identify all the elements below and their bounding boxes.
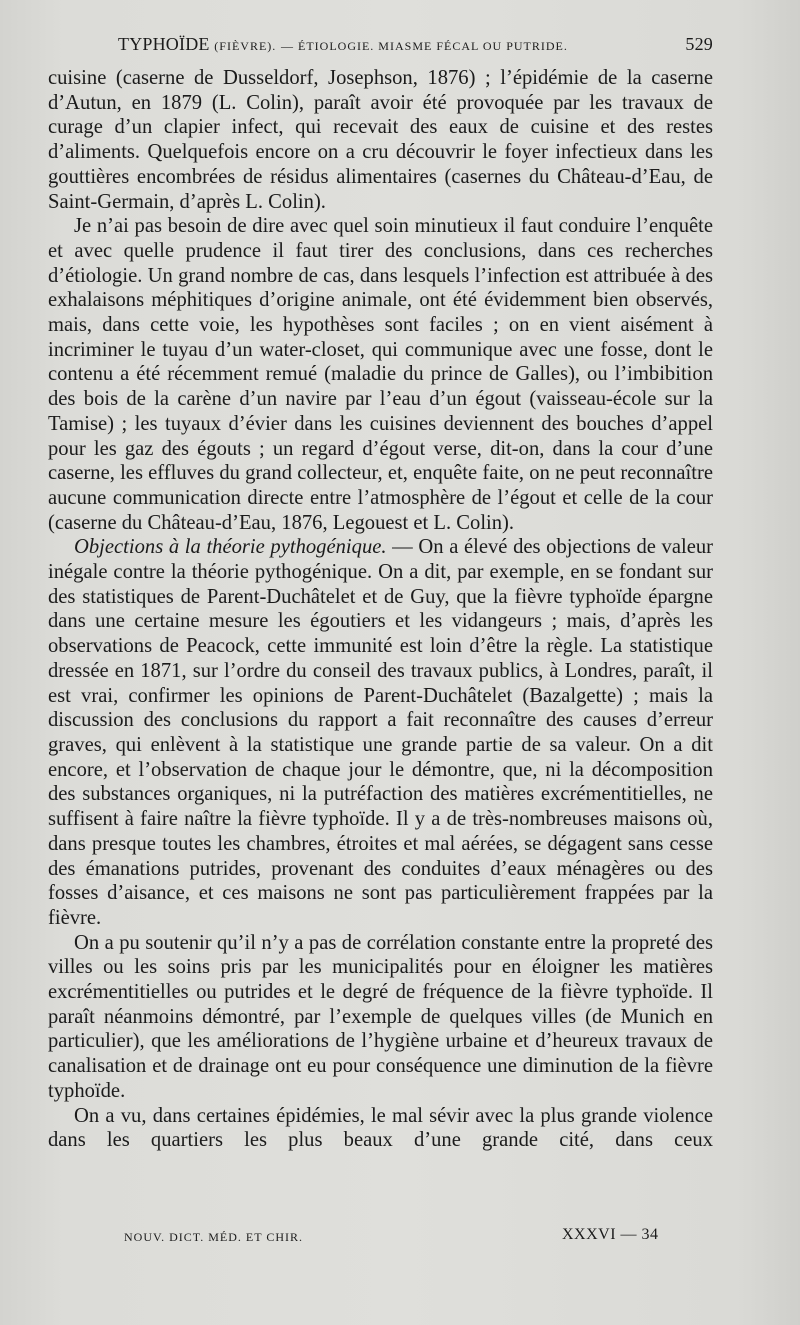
paragraph-2: Je n’ai pas besoin de dire avec quel soin minutieux il faut conduire l’enquête et avec quelle prudence il faut tirer des conclusions, dans ces recherches d’étiologie. Un grand nombre de cas, dans lesquels l’infection est attribuée à des exhalaisons méphitiques d’origine animale, ont été évidemment bien observés, mais, dans cette voie, les hypothèses sont faciles ; on en vient aisément à incriminer le tuyau d’un water-closet, qui communique avec une fosse, dont le contenu a été récemment remué (maladie du prince de Galles), ou l’imbibition des bois de la carène d’un navire par l’eau d’un égout (vaisseau-école sur la Tamise) ; les tuyaux d’évier dans les cuisines deviennent des bouches d’appel pour les gaz des égouts ; un regard d’égout verse, dit-on, dans la cour d’une caserne, les effluves du grand collecteur, et, enquête faite, on ne peut reconnaître aucune communication directe entre l’atmosphère de l’égout et celle de la cour (caserne du Château-d’Eau, 1876, Legouest et L. Colin). bbox=[48, 215, 713, 534]
header-title-main: TYPHOÏDE bbox=[118, 34, 210, 54]
page-number: 529 bbox=[685, 34, 713, 54]
paragraph-1: cuisine (caserne de Dusseldorf, Josephson, 1876) ; l’épidémie de la caserne d’Autun, en 1879 (L. Colin), paraît avoir été provoquée par les travaux de curage d’un clapier infect, qui recevait des eaux de cuisine et des restes d’aliments. Quelquefois encore on a cru découvrir le foyer infectieux dans les gouttières encombrées de résidus alimentaires (casernes du Château-d’Eau, de Saint-Germain, d’après L. Colin). bbox=[48, 67, 713, 213]
paragraph-4: On a pu soutenir qu’il n’y a pas de corrélation constante entre la propreté des villes ou les soins pris par les municipalités pour en éloigner les matières excrémentitielles ou putrides et le degré de fréquence de la fièvre typhoïde. Il paraît néanmoins démontré, par l’exemple de quelques villes (de Munich en particulier), que les améliorations de l’hygiène urbaine et d’heureux travaux de canalisation et de drainage ont eu pour conséquence une diminution de la fièvre typhoïde. bbox=[48, 931, 713, 1102]
header-title-rest: — ÉTIOLOGIE. MIASME FÉCAL OU PUTRIDE. bbox=[281, 39, 568, 53]
paragraph-5: On a vu, dans certaines épidémies, le mal sévir avec la plus grande violence dans les quartiers les plus beaux d’une grande cité, dans ceux bbox=[48, 1104, 713, 1152]
page-footer bbox=[48, 1226, 713, 1250]
footer-volume-sheet: XXXVI — 34 bbox=[562, 1226, 659, 1243]
running-header bbox=[48, 34, 713, 62]
section-heading-italic: Objections à la théorie pythogénique. bbox=[74, 536, 387, 559]
heading-dash: — bbox=[386, 536, 419, 559]
running-title bbox=[118, 34, 568, 55]
paragraph-3 bbox=[48, 535, 713, 930]
paragraph-3-text: On a élevé des objections de valeur inégale contre la théorie pythogénique. On a dit, par exemple, en se fondant sur des statistiques de Parent-Duchâtelet et de Guy, que la fièvre typhoïde épargne dans une certaine mesure les égoutiers et les vidangeurs ; mais, d’après les observations de Peacock, cette immunité est loin d’être la règle. La statistique dressée en 1871, sur l’ordre du conseil des travaux publics, à Londres, paraît, il est vrai, confirmer les opinions de Parent-Duchâtelet (Bazalgette) ; mais la discussion des conclusions du rapport a fait reconnaître des causes d’erreur graves, qui enlèvent à la statistique une grande partie de sa valeur. On a dit encore, et l’observation de chaque jour le démontre, que, ni la décomposition des substances organiques, ni la putréfaction des matières excrémentitielles, ne suffisent à faire naître la fièvre typhoïde. Il y a de très-nombreuses maisons où, dans presque toutes les chambres, étroites et mal aérées, se dégagent sans cesse des émanations putrides, provenant des conduites d’eaux ménagères ou des fosses d’aisance, et ces maisons ne sont pas particulièrement frappées par la fièvre. bbox=[48, 536, 713, 929]
body-text bbox=[48, 66, 713, 1153]
footer-signature: NOUV. DICT. MÉD. ET CHIR. bbox=[124, 1230, 304, 1244]
header-title-fievre: (FIÈVRE). bbox=[214, 39, 277, 53]
